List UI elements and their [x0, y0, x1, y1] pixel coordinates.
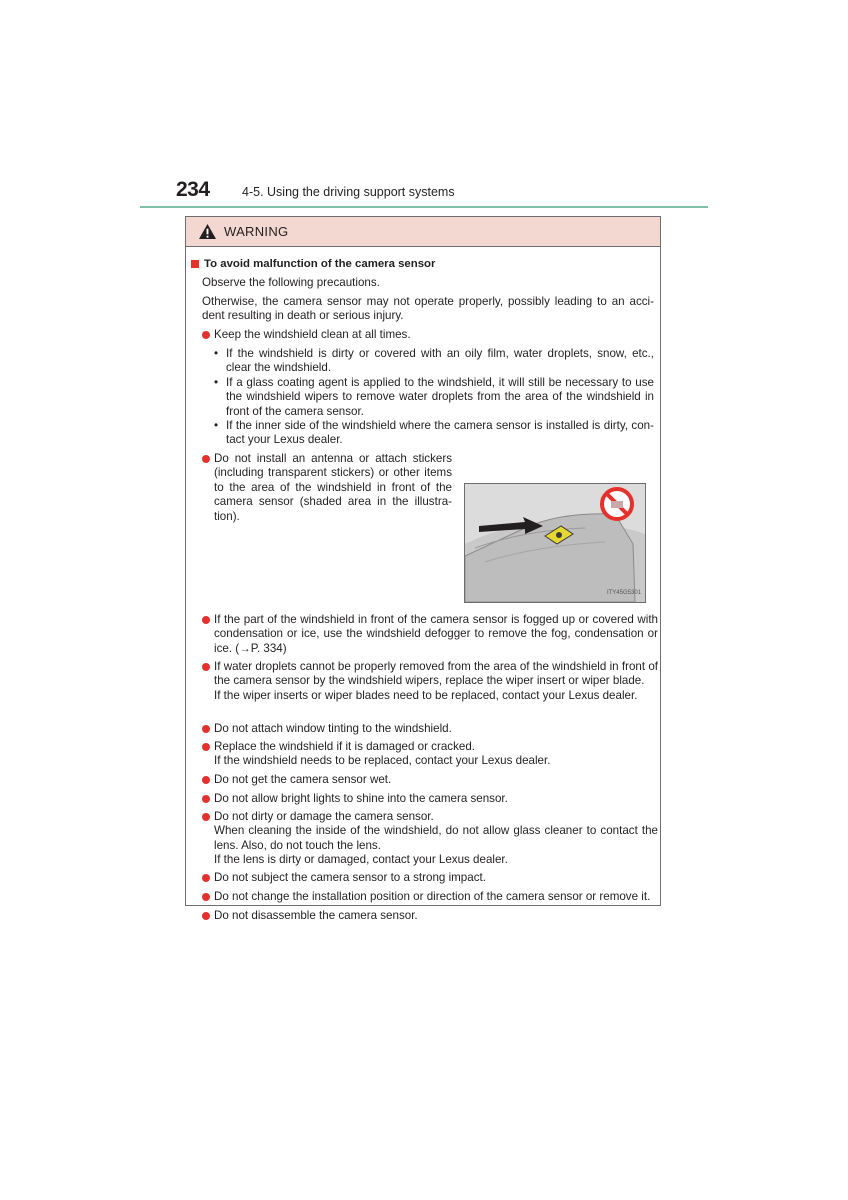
- bullet-dot-icon: [202, 874, 210, 882]
- list-item-text: Do not subject the camera sensor to a strong impact.: [214, 871, 486, 884]
- topic-text: To avoid malfunction of the camera sensor: [204, 258, 436, 270]
- list-item: [202, 722, 658, 736]
- sub-list-item-text: If the windshield is dirty or covered with an oily film, water droplets, snow, etc., clear the windshield.: [226, 347, 654, 375]
- list-item-text: If water droplets cannot be properly removed from the area of the windshield in front of the camera sensor by the windshield wipers, replace the wiper insert or wiper blade.: [214, 660, 658, 688]
- list-item-text: Do not disassemble the camera sensor.: [214, 909, 418, 922]
- windshield-sticker-prohibited-illustration: [465, 484, 645, 602]
- list-item-text: Keep the windshield clean at all times.: [214, 328, 411, 341]
- bullet-dot-icon: [202, 893, 210, 901]
- list-item: [202, 740, 658, 769]
- intro-consequence-text: Otherwise, the camera sensor may not operate properly, possibly leading to an acci-dent resulting in death or serious injury.: [202, 295, 654, 323]
- header-divider: [140, 206, 708, 208]
- intro-text: Observe the following precautions.: [202, 276, 380, 289]
- list-item: [202, 890, 658, 904]
- bullet-dot-icon: [202, 795, 210, 803]
- list-item-subtext: When cleaning the inside of the windshield, do not allow glass cleaner to contact the lens. Also, do not touch the lens.: [214, 824, 658, 852]
- list-item: [202, 452, 452, 524]
- list-item-text: Do not change the installation position or direction of the camera sensor or remove it.: [214, 890, 651, 903]
- sub-list-item: • If a glass coating agent is applied to the windshield, it will still be necessary to use the windshield wipers to remove water droplets from the area of the windshield in front of the camera sensor.: [214, 376, 654, 418]
- topic-heading: [191, 257, 435, 271]
- windshield-illustration: [464, 483, 646, 603]
- warning-title: WARNING: [224, 224, 289, 239]
- square-bullet-icon: [191, 260, 199, 268]
- bullet-dot-icon: [202, 331, 210, 339]
- section-title: 4-5. Using the driving support systems: [242, 185, 455, 199]
- list-item-subtext: If the wiper inserts or wiper blades need to be replaced, contact your Lexus dealer.: [214, 688, 638, 702]
- bullet-dot-icon: [202, 455, 210, 463]
- bullet-dot-icon: [202, 725, 210, 733]
- bullet-dot-icon: [202, 912, 210, 920]
- bullet-dot-icon: [202, 616, 210, 624]
- sub-list-item: • If the windshield is dirty or covered with an oily film, water droplets, snow, etc., clear the windshield.: [214, 347, 654, 375]
- list-item-subtext: If the lens is dirty or damaged, contact your Lexus dealer.: [214, 853, 508, 867]
- bullet-dot-icon: [202, 813, 210, 821]
- list-item: [202, 660, 658, 703]
- bullet-dot-icon: [202, 663, 210, 671]
- warning-header: [186, 217, 660, 247]
- bullet-dot-icon: [202, 776, 210, 784]
- list-item: [202, 909, 658, 923]
- figure-code: ITY45G5301: [606, 589, 641, 596]
- sub-list-item: • If the inner side of the windshield where the camera sensor is installed is dirty, con-tact your Lexus dealer.: [214, 419, 654, 447]
- sub-list-item-text: If the inner side of the windshield where the camera sensor is installed is dirty, con-tact your Lexus dealer.: [226, 419, 654, 447]
- list-item-subtext: If the windshield needs to be replaced, contact your Lexus dealer.: [214, 754, 551, 768]
- list-item: [202, 773, 658, 787]
- list-item-text: Do not get the camera sensor wet.: [214, 773, 392, 786]
- warning-box: [185, 216, 661, 922]
- list-item: [202, 792, 658, 806]
- list-item: [202, 328, 658, 342]
- warning-triangle-icon: [198, 223, 217, 240]
- list-item-text: Do not attach window tinting to the windshield.: [214, 722, 452, 735]
- page-number: 234: [176, 178, 210, 201]
- bullet-dot-icon: [202, 743, 210, 751]
- list-item-text: Replace the windshield if it is damaged or cracked.: [214, 740, 475, 753]
- list-item-text: Do not install an antenna or attach stickers (including transparent stickers) or other items to the area of the windshield in front of the camera sensor (shaded area in the illustra-tion).: [214, 452, 452, 523]
- list-item: [202, 613, 658, 656]
- list-item-text: If the part of the windshield in front of the camera sensor is fogged up or covered with condensation or ice, use the windshield defogger to remove the fog, condensation or ice. (→P. 334): [214, 613, 658, 655]
- list-item-text: Do not dirty or damage the camera sensor.: [214, 810, 434, 823]
- list-item: [202, 871, 658, 885]
- sub-list-item-text: If a glass coating agent is applied to the windshield, it will still be necessary to use the windshield wipers to remove water droplets from the area of the windshield in front of the camera sensor.: [226, 376, 654, 418]
- list-item-text: Do not allow bright lights to shine into the camera sensor.: [214, 792, 508, 805]
- list-item: [202, 810, 658, 868]
